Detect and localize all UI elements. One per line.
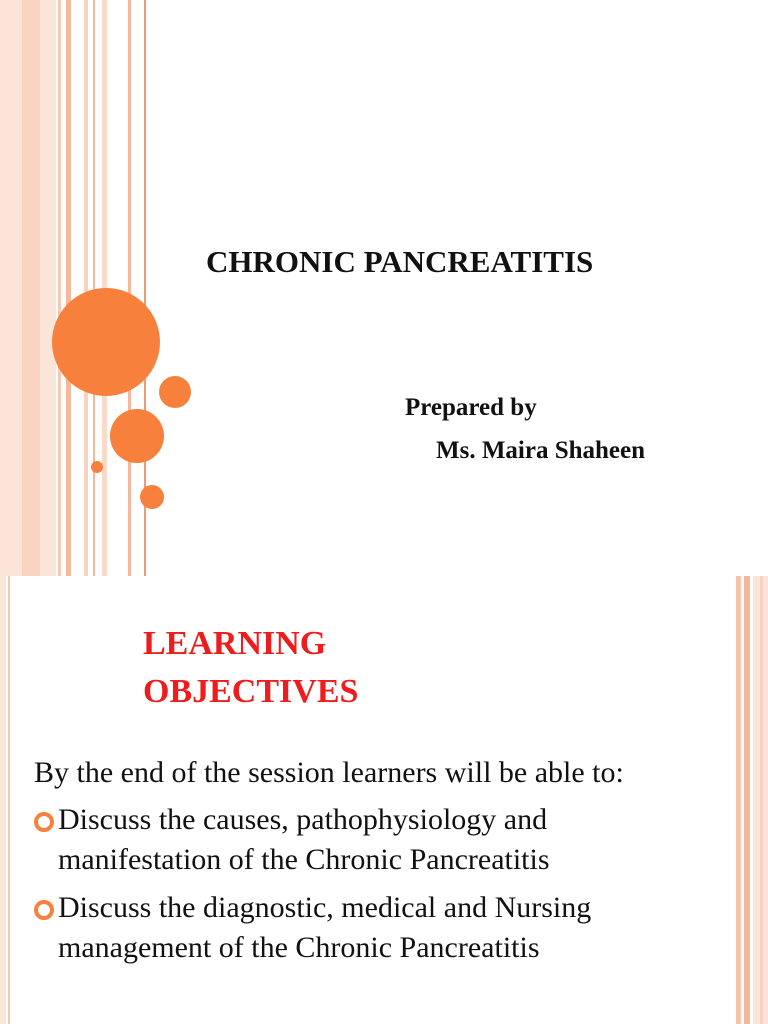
presenter-name: Ms. Maira Shaheen (436, 437, 646, 464)
prepared-by-label: Prepared by (405, 394, 537, 421)
decorative-stripe (744, 576, 750, 1024)
ring-bullet-icon (34, 900, 54, 920)
decorative-stripe (128, 0, 131, 576)
circle-decoration-icon (159, 376, 191, 408)
circle-decoration-icon (91, 461, 103, 473)
heading-line: LEARNING (143, 625, 327, 662)
circle-decoration-icon (110, 409, 164, 463)
heading-line: OBJECTIVES (143, 673, 359, 710)
objective-line: Discuss the diagnostic, medical and Nursing (58, 891, 592, 924)
decorative-stripe (8, 576, 10, 1024)
objective-item (34, 800, 724, 880)
circle-decoration-icon (140, 485, 164, 509)
ring-bullet-icon (34, 812, 54, 832)
decorative-stripe (760, 576, 763, 1024)
objective-line: Discuss the causes, pathophysiology and (58, 803, 548, 836)
slide-heading (143, 620, 543, 716)
decorative-stripe (58, 0, 61, 576)
objectives-slide (0, 576, 768, 1024)
decorative-stripe (0, 576, 6, 1024)
decorative-stripe (84, 0, 88, 576)
objective-line: manifestation of the Chronic Pancreatitis (58, 843, 550, 876)
intro-text: By the end of the session learners will be able to: (34, 756, 624, 789)
decorative-stripe (736, 576, 741, 1024)
decorative-stripe (22, 0, 40, 576)
objective-line: management of the Chronic Pancreatitis (58, 931, 540, 964)
objective-item (34, 888, 724, 968)
circle-decoration-icon (52, 288, 160, 396)
slide-title: CHRONIC PANCREATITIS (206, 244, 594, 279)
decorative-stripe (66, 0, 71, 576)
